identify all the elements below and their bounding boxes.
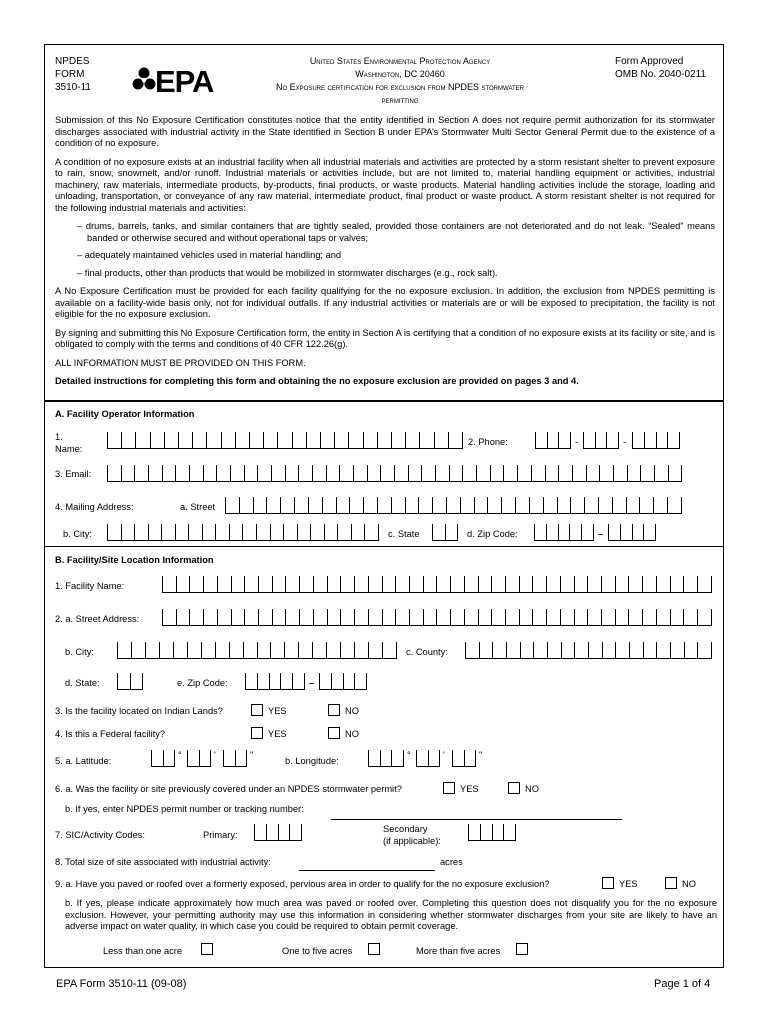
phone-dash: -	[575, 437, 579, 447]
intro-paragraph: ALL INFORMATION MUST BE PROVIDED ON THIS FORM.	[55, 357, 306, 368]
state-label: c. State	[388, 529, 420, 539]
no-label: NO	[682, 879, 696, 889]
section-divider	[45, 400, 723, 402]
secondary-label-2: (if applicable):	[383, 836, 441, 846]
paved-question: 9. a. Have you paved or roofed over a formerly exposed, pervious area in order to qualify for the no exposure exclusion?	[55, 879, 550, 889]
county-input[interactable]	[465, 642, 712, 659]
name-number: 1.	[55, 432, 63, 442]
mailing-city-input[interactable]	[107, 524, 379, 541]
mailing-zip-input[interactable]	[534, 524, 594, 541]
no-label: NO	[345, 706, 359, 716]
facility-state-label: d. State:	[65, 678, 100, 688]
previous-permit-no-checkbox[interactable]	[508, 782, 520, 794]
second-symbol: "	[250, 750, 254, 760]
indian-lands-yes-checkbox[interactable]	[251, 704, 263, 716]
phone-label: 2. Phone:	[468, 437, 508, 447]
footer-form-id: EPA Form 3510-11 (09-08)	[56, 978, 187, 990]
yes-label: YES	[619, 879, 638, 889]
form-id-line: NPDES	[55, 56, 90, 67]
primary-label: Primary:	[203, 830, 238, 840]
federal-yes-checkbox[interactable]	[251, 727, 263, 739]
county-label: c. County:	[406, 647, 448, 657]
degree-symbol: °	[407, 750, 411, 760]
section-divider	[45, 546, 723, 547]
mailing-address-label: 4. Mailing Address:	[55, 502, 134, 512]
facility-street-input[interactable]	[162, 609, 712, 626]
no-label: NO	[525, 784, 539, 794]
epa-flower-icon	[131, 62, 221, 96]
yes-label: YES	[460, 784, 479, 794]
intro-paragraph: By signing and submitting this No Exposure Certification form, the entity in Section A is certifying that a condition of no exposure exists at its facility or site, and is obligated to comply with the terms and conditions of 40 CFR 122.26(g).	[55, 327, 715, 349]
longitude-degrees-input[interactable]	[368, 750, 404, 767]
permit-number-label: b. If yes, enter NPDES permit number or tracking number:	[65, 804, 304, 814]
facility-name-label: 1. Facility Name:	[55, 581, 125, 591]
more-than-five-acres-checkbox[interactable]	[516, 943, 528, 955]
latitude-minutes-input[interactable]	[187, 750, 211, 767]
no-label: NO	[345, 729, 359, 739]
instructions	[55, 115, 715, 395]
latitude-degrees-input[interactable]	[151, 750, 175, 767]
yes-label: YES	[268, 706, 287, 716]
section-a-title: A. Facility Operator Information	[55, 409, 195, 419]
form-id-line: 3510-11	[55, 82, 91, 93]
zip-dash: –	[598, 529, 604, 539]
phone-prefix-input[interactable]	[583, 432, 619, 449]
epa-logo	[131, 62, 221, 96]
omb-number: OMB No. 2040-0211	[615, 69, 706, 80]
paved-area-instructions: b. If yes, please indicate approximately how much area was paved or roofed over. Completing this question does not disqualify you for the no exposure exclusion. However, your permitting authority may use this information in considering whether stormwater discharges from your site are likely to have an adverse impact on water quality, in which case you could be required to obtain permit coverage.	[65, 898, 717, 931]
omb-block	[615, 55, 706, 81]
facility-zip-label: e. Zip Code:	[177, 678, 228, 688]
form-approved: Form Approved	[615, 56, 684, 67]
facility-name-input[interactable]	[162, 576, 712, 593]
one-to-five-acres-label: One to five acres	[282, 946, 353, 956]
minute-symbol: '	[443, 750, 445, 760]
sic-label: 7. SIC/Activity Codes:	[55, 830, 145, 840]
facility-city-label: b. City:	[65, 647, 94, 657]
mailing-state-input[interactable]	[432, 524, 458, 541]
form-title: No Exposure certification for exclusion from NPDES stormwater	[275, 82, 525, 92]
less-than-one-acre-checkbox[interactable]	[201, 943, 213, 955]
longitude-label: b. Longitude:	[285, 756, 339, 766]
no-exposure-form	[44, 44, 724, 968]
agency-name: United States Environmental Protection Agency	[309, 56, 491, 66]
more-than-five-acres-label: More than five acres	[416, 946, 501, 956]
site-size-label: 8. Total size of site associated with industrial activity:	[55, 857, 271, 867]
longitude-minutes-input[interactable]	[416, 750, 440, 767]
intro-paragraph-bold: Detailed instructions for completing this form and obtaining the no exposure exclusion are provided on pages 3 and 4.	[55, 376, 579, 386]
section-b-title: B. Facility/Site Location Information	[55, 555, 214, 565]
street-label: a. Street	[180, 502, 216, 512]
intro-paragraph: A condition of no exposure exists at an industrial facility when all industrial materials and activities are protected by a storm resistant shelter to prevent exposure to rain, snow, snowmelt, and/or runoff. Industrial materials or activities include, but are not limited to, material handling equipment or activities, industrial machinery, raw materials, intermediate products, by-products, final products, or waste products. Material handling activities include the storage, loading and unloading, transportation, or conveyance of any raw material, intermediate product, final product or waste product. A storm resistant shelter is not required for the following industrial materials and activities:	[55, 156, 715, 213]
sic-primary-input[interactable]	[254, 824, 302, 841]
mailing-zip4-input[interactable]	[608, 524, 656, 541]
secondary-label: Secondary	[383, 824, 428, 834]
longitude-seconds-input[interactable]	[452, 750, 476, 767]
federal-question: 4. Is this a Federal facility?	[55, 729, 166, 739]
facility-zip-input[interactable]	[245, 673, 305, 690]
intro-paragraph: Submission of this No Exposure Certification constitutes notice that the entity identified in Section A does not require permit authorization for its stormwater discharges associated with industrial activity in the State identified in Section B under EPA’s Stormwater Multi Sector General Permit due to the existence of a condition of no exposure.	[55, 115, 715, 148]
phone-dash: -	[623, 437, 627, 447]
facility-state-input[interactable]	[117, 673, 143, 690]
name-label: Name:	[55, 444, 83, 454]
latitude-seconds-input[interactable]	[223, 750, 247, 767]
latitude-label: 5. a. Latitude:	[55, 756, 112, 766]
federal-no-checkbox[interactable]	[328, 727, 340, 739]
form-title-2: permitting	[381, 95, 419, 105]
second-symbol: "	[479, 750, 483, 760]
minute-symbol: '	[214, 750, 216, 760]
zip-label: d. Zip Code:	[467, 529, 518, 539]
agency-block	[255, 55, 545, 107]
sic-secondary-input[interactable]	[468, 824, 516, 841]
intro-paragraph: A No Exposure Certification must be provided for each facility qualifying for the no exposure exclusion. In addition, the exclusion from NPDES permitting is available on a facility-wide basis only, not for individual outfalls. If any industrial activities or materials are or will be exposed to precipitation, the facility is not eligible for the no exposure exclusion.	[55, 286, 715, 319]
previous-permit-yes-checkbox[interactable]	[443, 782, 455, 794]
list-item: – final products, other than products that would be mobilized in stormwater discharges (e.g., rock salt).	[77, 267, 498, 278]
one-to-five-acres-checkbox[interactable]	[368, 943, 380, 955]
paved-yes-checkbox[interactable]	[602, 877, 614, 889]
facility-city-input[interactable]	[117, 642, 397, 659]
less-than-one-acre-label: Less than one acre	[103, 946, 183, 956]
previous-permit-question: 6. a. Was the facility or site previously covered under an NPDES stormwater permit?	[55, 784, 402, 794]
logo-text: EPA	[155, 64, 214, 96]
phone-line-input[interactable]	[632, 432, 680, 449]
yes-label: YES	[268, 729, 287, 739]
exception-list	[55, 221, 715, 279]
operator-name-input[interactable]	[107, 432, 463, 449]
phone-area-input[interactable]	[535, 432, 571, 449]
degree-symbol: °	[178, 750, 182, 760]
form-id-line: FORM	[55, 69, 85, 80]
list-item: – drums, barrels, tanks, and similar containers that are tightly sealed, provided those containers are not deteriorated and do not leak. “Sealed” means banded or otherwise secured and without operational taps or valves;	[77, 221, 715, 243]
paved-no-checkbox[interactable]	[665, 877, 677, 889]
email-field[interactable]	[107, 465, 682, 482]
list-item: – adequately maintained vehicles used in material handling; and	[77, 250, 342, 260]
site-size-input[interactable]	[299, 870, 435, 871]
facility-zip4-input[interactable]	[319, 673, 367, 690]
mailing-street-input[interactable]	[225, 497, 682, 514]
facility-street-label: 2. a. Street Address:	[55, 614, 140, 624]
zip-dash: –	[309, 678, 315, 688]
form-number	[55, 55, 91, 94]
indian-lands-question: 3. Is the facility located on Indian Lands?	[55, 706, 223, 716]
acres-label: acres	[440, 857, 463, 867]
agency-city: Washington, DC 20460	[355, 69, 445, 79]
email-label: 3. Email:	[55, 469, 92, 479]
permit-number-input[interactable]	[331, 819, 622, 820]
page-number: Page 1 of 4	[654, 978, 711, 990]
indian-lands-no-checkbox[interactable]	[328, 704, 340, 716]
city-label: b. City:	[63, 529, 92, 539]
